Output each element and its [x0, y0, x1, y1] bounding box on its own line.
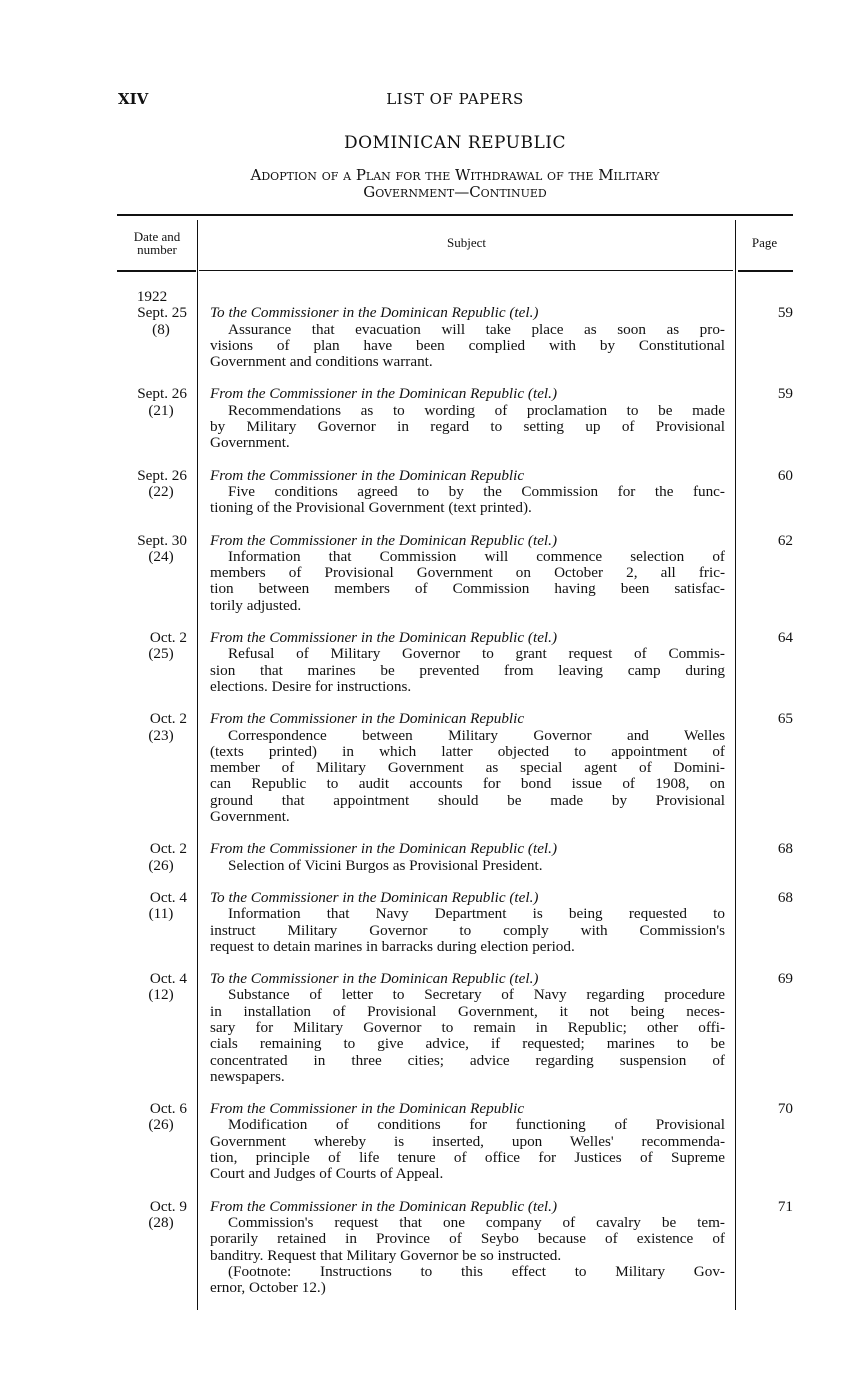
entry-subject — [210, 468, 725, 517]
entry-summary-line: newspapers. — [210, 1068, 285, 1085]
entry-heading: To the Commissioner in the Dominican Republic (tel.) — [210, 304, 539, 322]
entry-date: Sept. 26 — [137, 466, 187, 484]
entry-summary-line: ernor, October 12.) — [210, 1280, 326, 1297]
entry-number: (12) — [148, 986, 174, 1004]
table-row — [117, 468, 793, 517]
entry-date: Oct. 2 — [149, 629, 187, 647]
entry-summary-line: Assurance that evacuation will take place as soon as pro- — [228, 321, 725, 338]
table-row — [117, 971, 793, 1085]
entry-page: 70 — [777, 1100, 793, 1118]
entry-date-cell — [117, 1101, 197, 1182]
entry-summary-line: banditry. Request that Military Governor be so instructed. — [210, 1247, 562, 1264]
entry-summary-line: Commission's request that one company of cavalry be tem- — [228, 1214, 725, 1231]
entry-date-cell — [117, 468, 197, 517]
column-header-date-line2: number — [137, 242, 177, 257]
entry-date: Sept. 25 — [137, 304, 187, 322]
entry-page: 69 — [777, 970, 793, 988]
entry-summary-line: Refusal of Military Governor to grant request of Commis- — [228, 646, 725, 663]
entry-date-cell — [117, 305, 197, 370]
entry-date-cell — [117, 971, 197, 1085]
entry-summary-line: Government whereby is inserted, upon Welles' recommenda- — [210, 1133, 725, 1150]
entry-summary-line: porarily retained in Province of Seybo because of existence of — [210, 1231, 725, 1248]
running-title: LIST OF PAPERS — [386, 90, 524, 108]
entry-summary-line: (Footnote: Instructions to this effect to Military Gov- — [228, 1263, 725, 1280]
entry-summary-line: members of Provisional Government on October 2, all fric- — [210, 565, 725, 582]
entry-summary-line: concentrated in three cities; advice regarding suspension of — [210, 1052, 725, 1069]
section-subtitle — [117, 167, 793, 201]
entry-heading: From the Commissioner in the Dominican Republic (tel.) — [210, 531, 558, 549]
entry-date-cell — [117, 841, 197, 874]
entry-heading: From the Commissioner in the Dominican Republic — [210, 710, 525, 728]
entry-heading: From the Commissioner in the Dominican Republic (tel.) — [210, 1197, 558, 1215]
table-row — [117, 533, 793, 614]
entry-number: (26) — [148, 1116, 174, 1134]
entry-page: 68 — [777, 888, 793, 906]
entry-summary-line: Information that Commission will commence selection of — [228, 548, 725, 565]
table-row — [117, 1199, 793, 1297]
entry-number: (25) — [148, 645, 174, 663]
entry-subject — [210, 841, 725, 874]
entry-page: 71 — [777, 1197, 793, 1215]
entry-date-cell — [117, 630, 197, 695]
column-header-date-line1: Date and — [133, 229, 181, 244]
table-body — [117, 289, 793, 1312]
entry-subject — [210, 711, 725, 825]
entry-date: Oct. 9 — [149, 1197, 187, 1215]
entry-page: 59 — [777, 304, 793, 322]
entry-number: (11) — [148, 905, 174, 923]
entry-heading: To the Commissioner in the Dominican Republic (tel.) — [210, 970, 539, 988]
entry-summary-line: tioning of the Provisional Government (text printed). — [210, 500, 532, 517]
column-header-page: Page — [751, 235, 778, 250]
entry-number: (8) — [152, 320, 170, 338]
entry-number: (24) — [148, 547, 174, 565]
entry-summary-line: cials remaining to give advice, if requested; marines to be — [210, 1036, 725, 1053]
entry-heading: To the Commissioner in the Dominican Republic (tel.) — [210, 888, 539, 906]
entry-summary-line: Recommendations as to wording of proclamation to be made — [228, 402, 725, 419]
entry-date-cell — [117, 711, 197, 825]
entry-summary-line: elections. Desire for instructions. — [210, 678, 412, 695]
page-folio: XIV — [118, 90, 149, 108]
year-label: 1922 — [136, 288, 168, 305]
entry-subject — [210, 305, 725, 370]
entry-summary-line: request to detain marines in barracks during election period. — [210, 938, 575, 955]
entry-heading: From the Commissioner in the Dominican Republic — [210, 466, 525, 484]
subtitle-line-2: Government—Continued — [363, 183, 547, 201]
entry-summary-line: Five conditions agreed to by the Commission for the func- — [228, 483, 725, 500]
entry-subject — [210, 1101, 725, 1182]
entry-subject — [210, 533, 725, 614]
entry-summary-line: Correspondence between Military Governor and Welles — [228, 727, 725, 744]
entry-date-cell — [117, 386, 197, 451]
entry-subject — [210, 890, 725, 955]
entry-date: Sept. 30 — [137, 531, 187, 549]
entry-summary-line: Modification of conditions for functioning of Provisional — [228, 1117, 725, 1134]
table-row — [117, 305, 793, 370]
entry-heading: From the Commissioner in the Dominican Republic (tel.) — [210, 629, 558, 647]
entry-summary-line: torily adjusted. — [210, 597, 302, 614]
entry-heading: From the Commissioner in the Dominican Republic (tel.) — [210, 385, 558, 403]
entry-summary-line: Government and conditions warrant. — [210, 354, 433, 371]
entry-summary-line: sion that marines be prevented from leaving camp during — [210, 662, 725, 679]
entry-date: Oct. 6 — [149, 1100, 187, 1118]
entry-summary-line: by Military Governor in regard to setting up of Provisional — [210, 419, 725, 436]
entry-date: Oct. 2 — [149, 710, 187, 728]
entry-subject — [210, 386, 725, 451]
table-top-rule — [117, 214, 793, 216]
table-row — [117, 1101, 793, 1182]
header-rule-page — [738, 270, 793, 272]
entry-summary-line: Information that Navy Department is being requested to — [228, 906, 725, 923]
entry-summary-line: tion, principle of life tenure of office for Justices of Supreme — [210, 1150, 725, 1167]
entry-date: Oct. 4 — [149, 888, 187, 906]
section-title: DOMINICAN REPUBLIC — [343, 133, 567, 153]
entry-page: 64 — [777, 629, 793, 647]
entry-date: Oct. 4 — [149, 970, 187, 988]
entry-summary-line: tion between members of Commission having been satisfac- — [210, 581, 725, 598]
table-row — [117, 630, 793, 695]
entry-summary-line: Selection of Vicini Burgos as Provisional President. — [228, 857, 543, 874]
table-row — [117, 841, 793, 874]
table-row — [117, 890, 793, 955]
entry-summary-line: visions of plan have been complied with by Constitutional — [210, 337, 725, 354]
entry-summary-line: Substance of letter to Secretary of Navy regarding procedure — [228, 987, 725, 1004]
entry-summary-line: Government. — [210, 435, 290, 452]
table-row — [117, 711, 793, 825]
entry-page: 59 — [777, 385, 793, 403]
entry-summary-line: member of Military Government as special agent of Domini- — [210, 760, 725, 777]
entry-subject — [210, 971, 725, 1085]
entry-page: 65 — [777, 710, 793, 728]
entry-summary-line: ground that appointment should be made by Provisional — [210, 792, 725, 809]
entry-subject — [210, 1199, 725, 1297]
subtitle-line-1: Adoption of a Plan for the Withdrawal of the Military — [250, 166, 660, 184]
entry-summary-line: sary for Military Governor to remain in Republic; other offi- — [210, 1019, 725, 1036]
entry-number: (23) — [148, 726, 174, 744]
entry-date-cell — [117, 890, 197, 955]
entry-page: 68 — [777, 840, 793, 858]
table-row — [117, 386, 793, 451]
header-rule-subject — [199, 270, 733, 271]
entry-heading: From the Commissioner in the Dominican Republic — [210, 1100, 525, 1118]
header-rule-date — [117, 270, 196, 272]
entry-subject — [210, 630, 725, 695]
column-header-subject: Subject — [447, 235, 486, 250]
entry-summary-line: (texts printed) in which latter objected to appointment of — [210, 743, 725, 760]
entry-summary-line: Government. — [210, 809, 290, 826]
entry-date: Oct. 2 — [149, 840, 187, 858]
entry-number: (22) — [148, 482, 174, 500]
entry-number: (26) — [148, 856, 174, 874]
entry-date-cell — [117, 533, 197, 614]
entry-summary-line: in installation of Provisional Government, it not being neces- — [210, 1003, 725, 1020]
entry-date-cell — [117, 1199, 197, 1297]
entry-page: 60 — [777, 466, 793, 484]
column-header-date — [117, 230, 197, 256]
entry-number: (28) — [148, 1213, 174, 1231]
entry-summary-line: Court and Judges of Courts of Appeal. — [210, 1166, 444, 1183]
entry-date: Sept. 26 — [137, 385, 187, 403]
entry-summary-line: can Republic to audit accounts for bond issue of 1908, on — [210, 776, 725, 793]
entry-heading: From the Commissioner in the Dominican Republic (tel.) — [210, 840, 558, 858]
entry-number: (21) — [148, 401, 174, 419]
entry-page: 62 — [777, 531, 793, 549]
entry-summary-line: instruct Military Governor to comply with Commission's — [210, 922, 725, 939]
